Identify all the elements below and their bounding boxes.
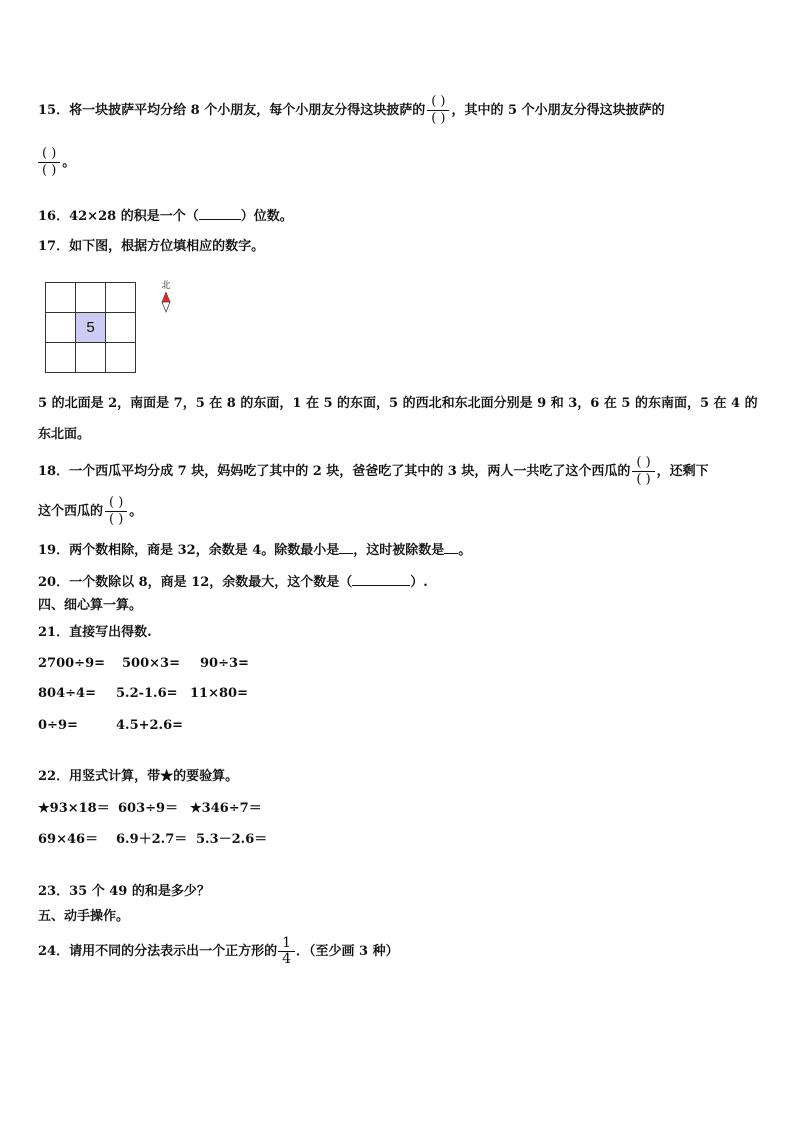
q20-text-1: 20．一个数除以 8，商是 12，余数最大，这个数是（ [38,575,353,590]
calc-item: 11×80= [190,686,248,701]
q24-text-1: 24．请用不同的分法表示出一个正方形的 [38,944,278,959]
fraction-denominator-blank[interactable]: ( ) [636,472,651,487]
q16-answer-blank[interactable] [199,207,241,220]
north-compass [158,281,174,317]
q19-text-2: ，这时被除数是 [353,543,445,558]
fraction-denominator-blank[interactable]: ( ) [42,163,57,178]
q15-fraction-2[interactable] [38,146,60,179]
q17-desc-2: 东北面。 [38,427,91,442]
fraction-denominator-blank[interactable]: ( ) [109,512,124,527]
q23-text: 23．35 个 49 的和是多少？ [38,884,210,899]
fraction-denominator-blank[interactable]: ( ) [431,111,446,126]
grid-cell-center: 5 [76,313,106,343]
q16-text-1: 16．42×28 的积是一个（ [38,209,199,224]
grid-cell-s[interactable] [76,343,106,373]
question-23 [38,884,210,900]
calc-item: 6.9＋2.7＝ [116,832,188,847]
q19-blank-dividend[interactable] [444,541,458,554]
q20-answer-blank[interactable] [352,573,410,586]
question-18-line1 [38,455,709,488]
section-4-heading [38,598,142,614]
question-15-line2 [38,146,75,179]
fraction-numerator-blank[interactable]: ( ) [431,94,446,109]
question-17-desc-line2 [38,427,90,443]
q15-end: 。 [62,155,76,170]
fraction-numerator-blank[interactable]: ( ) [636,455,651,470]
q21-title: 21．直接写出得数. [38,625,152,640]
grid-cell-se[interactable] [106,343,136,373]
q15-fraction-1[interactable] [427,94,449,127]
q18-fraction-1[interactable] [632,455,654,488]
q21-row-1 [38,656,249,672]
grid-cell-n[interactable] [76,283,106,313]
q24-fraction [278,936,295,967]
q19-text-3: 。 [458,543,472,558]
q16-text-2: ）位数。 [240,209,293,224]
q18-fraction-2[interactable] [105,495,127,528]
calc-item: ★346÷7＝ [190,801,262,816]
fraction-numerator: 1 [282,935,292,951]
grid-cell-ne[interactable] [106,283,136,313]
question-22-title [38,769,238,785]
grid-cell-sw[interactable] [46,343,76,373]
calc-item: 5.3－2.6＝ [196,832,268,847]
q18-end: 。 [129,504,143,519]
question-16 [38,207,293,225]
question-17 [38,239,264,255]
section-5-heading [38,909,129,925]
q22-title: 22．用竖式计算，带★的要验算。 [38,769,239,784]
section-4-title: 四、细心算一算。 [38,598,143,613]
q22-row-1 [38,801,262,817]
calc-item: 804÷4= [38,686,96,701]
q20-text-2: ）. [410,575,428,590]
q18-text-2: ，还剩下 [656,464,709,479]
q17-text: 17．如下图，根据方位填相应的数字。 [38,239,265,254]
grid-cell-w[interactable] [46,313,76,343]
question-15-line1 [38,94,665,127]
section-5-title: 五、动手操作。 [38,909,130,924]
direction-grid [45,282,136,373]
q24-text-2: ．（至少画 3 种） [296,944,399,959]
calc-item: 69×46＝ [38,832,99,847]
question-18-line2 [38,495,142,528]
question-21-title [38,625,152,641]
q21-row-2 [38,686,248,702]
q15-text-2: ，其中的 5 个小朋友分得这块披萨的 [451,103,665,118]
calc-item: 2700÷9= [38,656,106,671]
calc-item: 0÷9= [38,718,78,733]
question-20 [38,573,428,591]
q22-row-2 [38,832,267,848]
fraction-numerator-blank[interactable]: ( ) [109,495,124,510]
calc-item: 5.2-1.6= [116,686,178,701]
calc-item: 500×3= [122,656,180,671]
question-19 [38,541,471,559]
q18-text-3: 这个西瓜的 [38,504,104,519]
q18-text-1: 18．一个西瓜平均分成 7 块，妈妈吃了其中的 2 块，爸爸吃了其中的 3 块，两人一共吃了这个西瓜的 [38,464,631,479]
calc-item: 90÷3= [200,656,249,671]
question-17-desc-line1 [38,396,758,412]
grid-cell-e[interactable] [106,313,136,343]
calc-item: 603÷9＝ [118,801,179,816]
q19-blank-divisor[interactable] [339,541,353,554]
q19-text-1: 19．两个数相除，商是 32，余数是 4。除数最小是 [38,543,340,558]
compass-arrow-icon [161,291,171,313]
fraction-numerator-blank[interactable]: ( ) [42,146,57,161]
grid-cell-nw[interactable] [46,283,76,313]
calc-item: ★93×18＝ [38,801,110,816]
fraction-denominator: 4 [282,951,292,967]
q17-desc-1: 5 的北面是 2，南面是 7，5 在 8 的东面，1 在 5 的东面，5 的西北和东北面分别是 9 和 3，6 在 5 的东南面，5 在 4 的 [38,396,758,411]
q15-text-1: 15．将一块披萨平均分给 8 个小朋友，每个小朋友分得这块披萨的 [38,103,426,118]
question-24 [38,936,399,967]
q21-row-3 [38,718,183,734]
compass-north-label: 北 [161,281,171,291]
calc-item: 4.5+2.6= [116,718,184,733]
